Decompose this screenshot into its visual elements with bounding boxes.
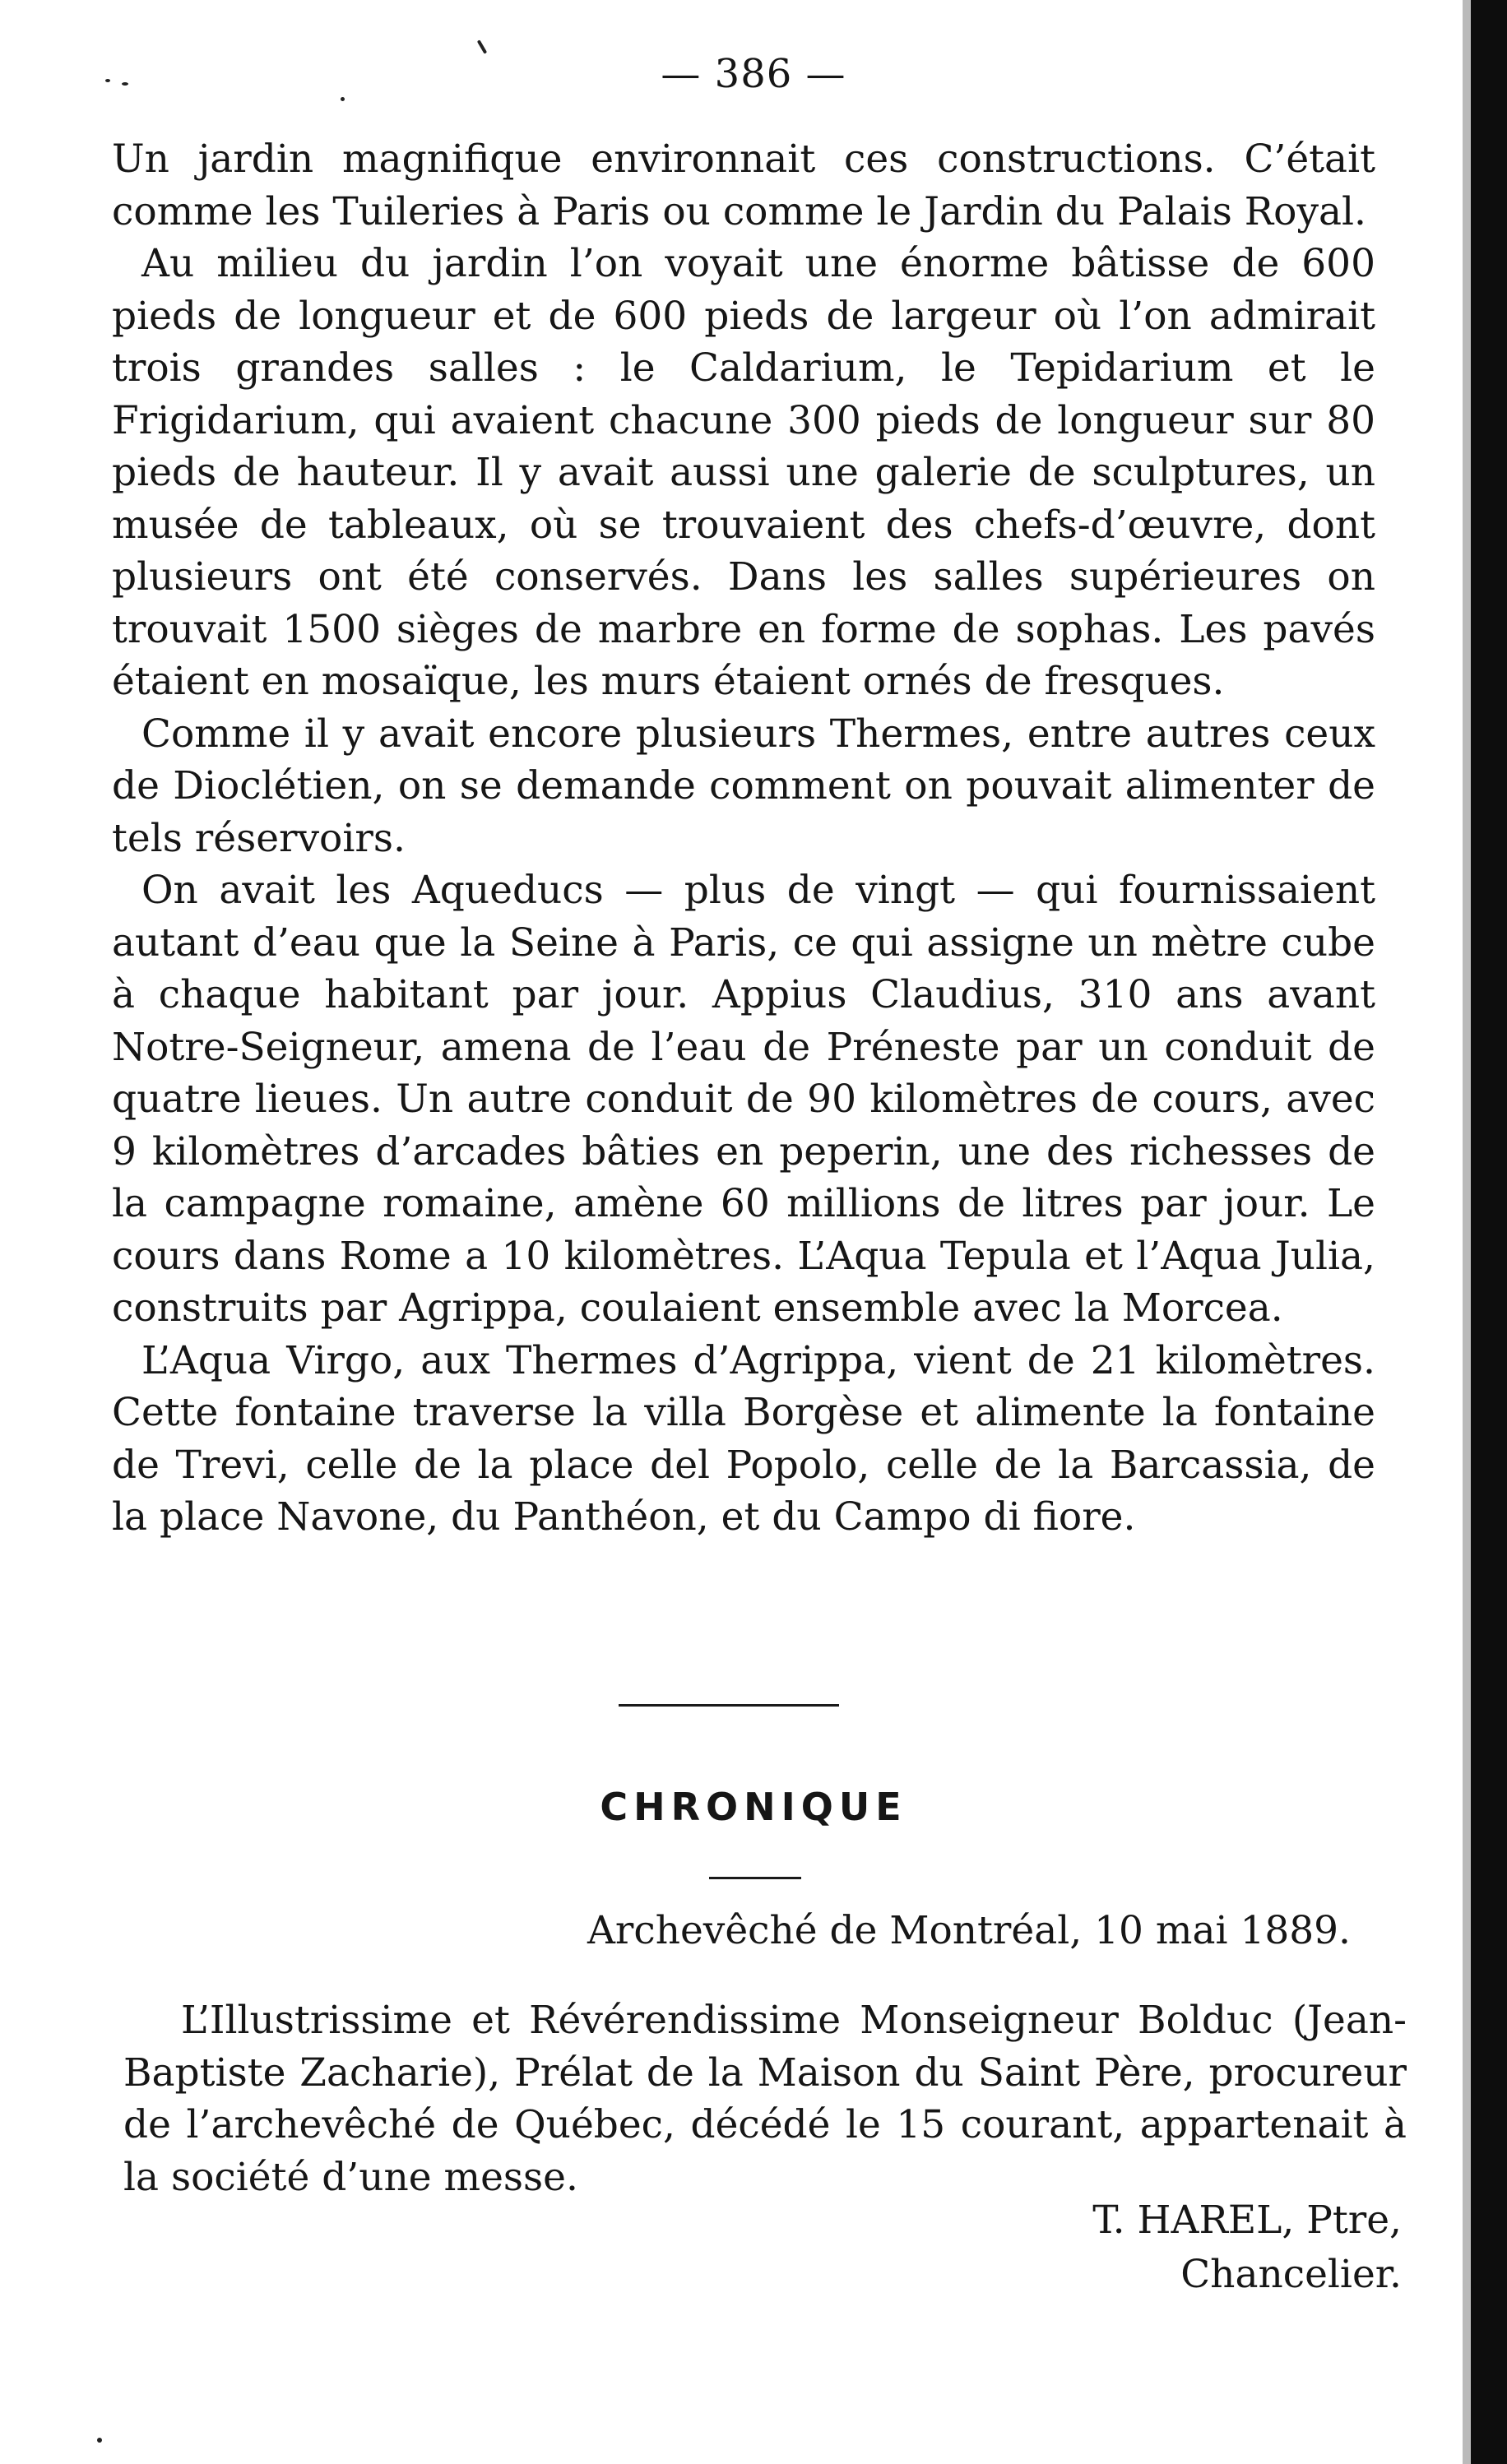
page-edge-shadow	[1463, 0, 1471, 2464]
signature-title: Chancelier.	[1180, 2252, 1402, 2297]
paragraph: Un jardin magnifique environnait ces constructions. C’était comme les Tuileries à Paris ou comme le Jardin du Palais Royal.	[112, 137, 1375, 234]
section-divider	[619, 1704, 839, 1707]
scan-speck	[97, 2438, 102, 2443]
paragraph: L’Aqua Virgo, aux Thermes d’Agrippa, vient de 21 kilomètres. Cette fontaine traverse la villa Borgèse et alimente la fontaine de Trevi, celle de la place del Popolo, celle de la Barcassia, de la place Navone, du Panthéon, et du Campo di fiore.	[112, 1337, 1375, 1540]
signature-name: T. HAREL, Ptre,	[1092, 2198, 1402, 2243]
dateline: Archevêché de Montréal, 10 mai 1889.	[587, 1908, 1351, 1953]
scan-edge-bar	[1471, 0, 1507, 2464]
section-title: CHRONIQUE	[600, 1785, 907, 1829]
paragraph: On avait les Aqueducs — plus de vingt — qui fournissaient autant d’eau que la Seine à Paris, ce qui assigne un mètre cube à chaque habitant par jour. Appius Claudius, 310 ans avant Notre-Seigneur, amena de l’eau de Préneste par un conduit de quatre lieues. Un autre conduit de 90 kilomètres de cours, avec 9 kilomètres d’arcades bâties en peperin, une des richesses de la campagne romaine, amène 60 millions de litres par jour. Le cours dans Rome a 10 kilomètres. L’Aqua Tepula et l’Aqua Julia, construits par Agrippa, coulaient ensemble avec la Morcea.	[112, 868, 1375, 1331]
notice-paragraph: L’Illustrissime et Révérendissime Monseigneur Bolduc (Jean-Baptiste Zacharie), Prélat de la Maison du Saint Père, procureur de l’archevêché de Québec, décédé le 15 courant, appartenait à la société d’une messe.	[123, 1998, 1407, 2200]
scan-speck	[341, 97, 345, 101]
title-underline	[709, 1877, 801, 1879]
paragraph: Au milieu du jardin l’on voyait une énorme bâtisse de 600 pieds de longueur et de 600 pieds de largeur où l’on admirait trois grandes salles : le Caldarium, le Tepidarium et le Frigidarium, qui avaient chacune 300 pieds de longueur sur 80 pieds de hauteur. Il y avait aussi une galerie de sculptures, un musée de tableaux, où se trouvaient des chefs-d’œuvre, dont plusieurs ont été conservés. Dans les salles supérieures on trouvait 1500 sièges de marbre en forme de sophas. Les pavés étaient en mosaïque, les murs étaient ornés de fresques.	[112, 241, 1375, 704]
page-number: — 386 —	[661, 51, 846, 97]
article-body	[112, 133, 1375, 1544]
paragraph: Comme il y avait encore plusieurs Thermes, entre autres ceux de Dioclétien, on se demande comment on pouvait alimenter de tels réservoirs.	[112, 711, 1375, 861]
